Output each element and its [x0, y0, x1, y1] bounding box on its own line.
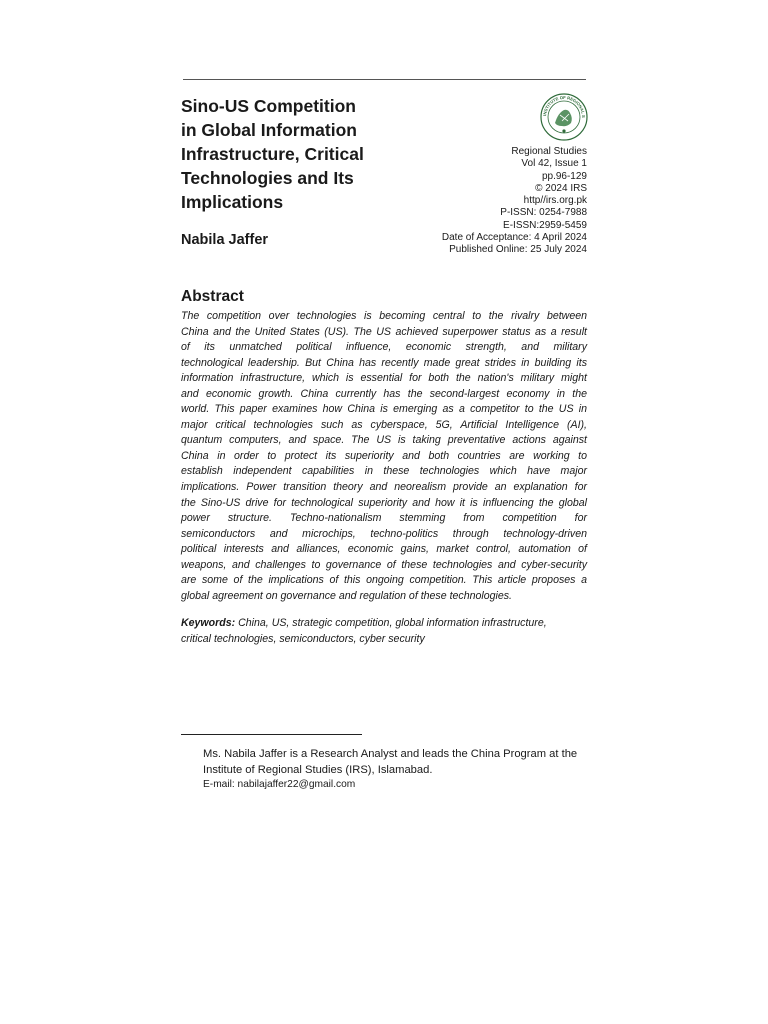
author-name: Nabila Jaffer [181, 232, 269, 248]
abstract-line: major critical technologies such as cyberspace, 5G, Artificial Intelligence (AI), [181, 418, 587, 431]
abstract-line: power structure. Techno-nationalism stemming from competition for [181, 512, 587, 525]
journal-copyright: © 2024 IRS [535, 182, 587, 194]
title-line: Technologies and Its [181, 168, 354, 188]
footnote-rule [181, 734, 362, 735]
abstract-line: China and the United States (US). The US achieved superpower status as a result [181, 325, 587, 338]
journal-volume: Vol 42, Issue 1 [521, 158, 587, 170]
abstract-line: global agreement on governance and regulation of these technologies. [181, 589, 512, 602]
journal-url: http//irs.org.pk [523, 195, 587, 207]
author-email: E-mail: nabilajaffer22@gmail.com [203, 779, 356, 790]
keywords [181, 616, 587, 647]
abstract-line: political interests and alliances, economic gains, market control, automation of [181, 543, 587, 556]
journal-eissn: E-ISSN:2959-5459 [503, 219, 587, 231]
title-line: Infrastructure, Critical [181, 144, 364, 164]
abstract-line: The competition over technologies is becoming central to the rivalry between [181, 310, 587, 322]
abstract-line: establish independent capabilities in these technologies which have major [181, 465, 587, 478]
title-line: Sino-US Competition [181, 96, 356, 116]
journal-meta [387, 146, 587, 257]
abstract-line: technological leadership. But China has recently made great strides in building its [181, 356, 587, 369]
abstract-line: are some of the implications of this ongoing competition. This article proposes a [181, 574, 587, 587]
keywords-line [181, 616, 587, 632]
abstract-line: quantum computers, and space. The US is taking preventative actions against [181, 434, 587, 447]
abstract-line: information infrastructure, which is essential for both the nation's military might [181, 372, 587, 385]
footnote-line: Institute of Regional Studies (IRS), Islamabad. [203, 764, 433, 776]
abstract-line: of its unmatched political influence, economic strength, and military [181, 341, 587, 354]
author-footnote [203, 746, 593, 792]
abstract-line: world. This paper examines how China is emerging as a competitor to the US in [181, 403, 587, 416]
keywords-line: critical technologies, semiconductors, cyber security [181, 632, 425, 645]
footnote-line: Ms. Nabila Jaffer is a Research Analyst and leads the China Program at the [203, 748, 578, 760]
journal-name: Regional Studies [511, 146, 587, 157]
keywords-text: China, US, strategic competition, global information infrastructure, [238, 617, 547, 629]
keywords-label: Keywords: [181, 617, 236, 629]
abstract-line: the Sino-US drive for technological superiority and how it is influencing the global [181, 496, 587, 509]
abstract-line: China in order to protect its superiority and both countries are working to [181, 449, 587, 462]
acceptance-date: Date of Acceptance: 4 April 2024 [441, 232, 587, 244]
journal-pissn: P-ISSN: 0254-7988 [500, 207, 587, 219]
abstract-line: semiconductors and microchips, techno-politics through technology-driven [181, 527, 587, 540]
title-line: in Global Information [181, 120, 357, 140]
abstract-heading: Abstract [181, 288, 244, 305]
abstract-body [181, 309, 587, 604]
title-line: Implications [181, 192, 284, 212]
abstract-line: weapons, and challenges to governance of these technologies and cyber-security [181, 558, 587, 571]
paper-title [181, 94, 421, 214]
irs-seal-logo [540, 93, 588, 141]
published-date: Published Online: 25 July 2024 [449, 244, 587, 256]
journal-pages: pp.96-129 [541, 170, 587, 182]
svg-text:INSTITUTE OF REGIONAL STUDIES: INSTITUTE OF REGIONAL S [542, 94, 587, 118]
header-rule [183, 79, 586, 80]
abstract-line: and economic growth. China currently has the second-largest economy in the [181, 387, 587, 400]
abstract-line: implications. Power transition theory and neorealism provide an explanation for [181, 481, 587, 494]
